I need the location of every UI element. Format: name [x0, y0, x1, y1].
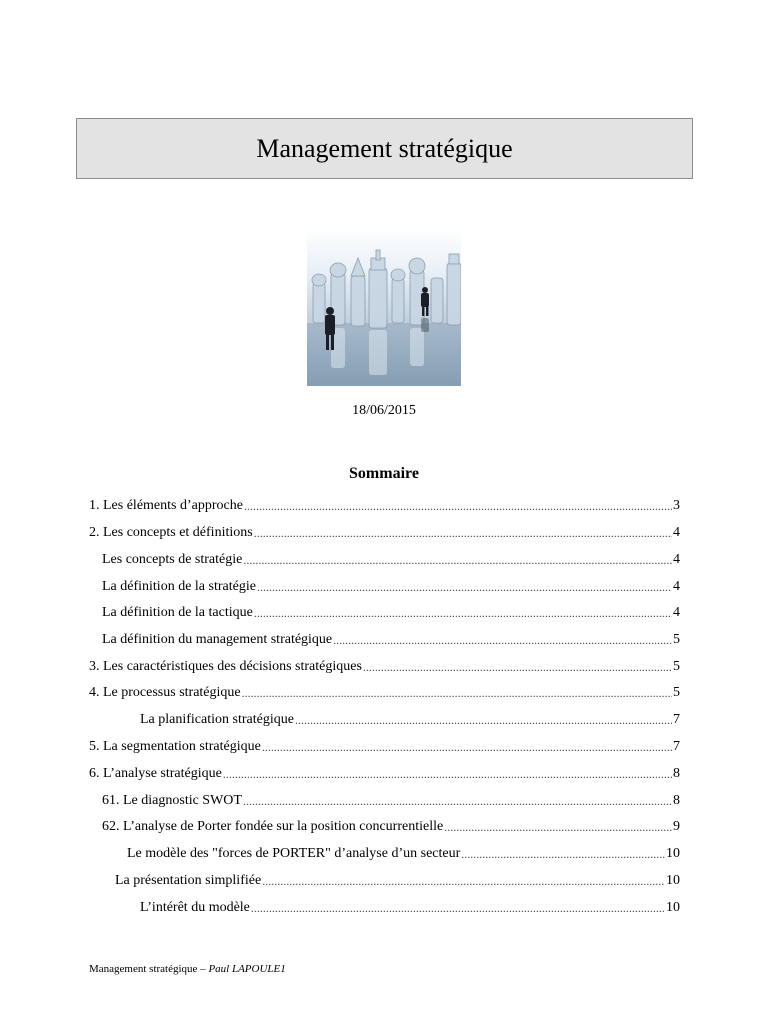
- toc-entry-label: 5. La segmentation stratégique: [89, 739, 261, 754]
- toc-entry[interactable]: [102, 575, 680, 595]
- toc-entry[interactable]: [89, 681, 680, 701]
- toc-entry-label: La planification stratégique: [140, 712, 294, 727]
- toc-entry-label: 3. Les caractéristiques des décisions stratégiques: [89, 659, 362, 674]
- toc-entry-page: 5: [673, 632, 680, 647]
- toc-leader-dots: [254, 606, 672, 621]
- toc-entry[interactable]: [102, 548, 680, 568]
- document-title-box: [76, 118, 693, 179]
- toc-heading: Sommaire: [349, 465, 419, 482]
- toc-entry[interactable]: [102, 628, 680, 648]
- toc-entry[interactable]: [115, 869, 680, 889]
- toc-leader-dots: [461, 847, 665, 862]
- toc-entry-label: Le modèle des "forces de PORTER" d’analyse d’un secteur: [127, 846, 461, 861]
- toc-entry[interactable]: [89, 494, 680, 514]
- toc-entry-page: 4: [673, 605, 680, 620]
- chess-illustration: [307, 228, 461, 386]
- toc-leader-dots: [262, 874, 665, 889]
- toc-entry-page: 5: [673, 685, 680, 700]
- toc-entry-label: 2. Les concepts et définitions: [89, 525, 253, 540]
- toc-leader-dots: [242, 686, 672, 701]
- toc-entry-page: 8: [673, 766, 680, 781]
- toc-entry-label: 62. L’analyse de Porter fondée sur la position concurrentielle: [102, 819, 444, 834]
- toc-entry-page: 4: [673, 579, 680, 594]
- toc-entry[interactable]: [89, 735, 680, 755]
- toc-entry[interactable]: [89, 655, 680, 675]
- toc-leader-dots: [243, 794, 672, 809]
- toc-entry[interactable]: [102, 601, 680, 621]
- toc-entry-label: L’intérêt du modèle: [140, 900, 250, 915]
- toc-entry-page: 8: [673, 793, 680, 808]
- toc-leader-dots: [333, 633, 672, 648]
- toc-entry-label: 4. Le processus stratégique: [89, 685, 241, 700]
- toc-entry-page: 7: [673, 712, 680, 727]
- toc-entry-label: 6. L’analyse stratégique: [89, 766, 222, 781]
- page-footer: [89, 963, 286, 975]
- toc-entry-page: 9: [673, 819, 680, 834]
- footer-title: Management stratégique –: [89, 963, 209, 975]
- footer-author: Paul LAPOULE1: [208, 963, 286, 975]
- toc-leader-dots: [251, 901, 665, 916]
- toc-leader-dots: [257, 580, 672, 595]
- toc-entry-page: 10: [666, 846, 680, 861]
- toc-leader-dots: [244, 499, 672, 514]
- toc-entry-page: 4: [673, 525, 680, 540]
- document-date: 18/06/2015: [352, 403, 416, 418]
- toc-leader-dots: [295, 713, 672, 728]
- toc-entry-label: 61. Le diagnostic SWOT: [102, 793, 242, 808]
- toc-entry-page: 5: [673, 659, 680, 674]
- toc-entry-page: 10: [666, 873, 680, 888]
- toc-entry[interactable]: [102, 789, 680, 809]
- document-title: Management stratégique: [256, 133, 513, 163]
- toc-entry-page: 3: [673, 498, 680, 513]
- toc-entry-label: La définition du management stratégique: [102, 632, 333, 647]
- toc-entry[interactable]: [127, 842, 680, 862]
- chess-pieces-image: [307, 228, 461, 386]
- toc-entry-label: 1. Les éléments d’approche: [89, 498, 243, 513]
- toc-entry[interactable]: [89, 521, 680, 541]
- toc-entry-page: 7: [673, 739, 680, 754]
- toc-leader-dots: [444, 820, 672, 835]
- toc-leader-dots: [262, 740, 672, 755]
- toc-entry-label: La définition de la tactique: [102, 605, 253, 620]
- toc-entry-label: La présentation simplifiée: [115, 873, 262, 888]
- toc-entry[interactable]: [102, 815, 680, 835]
- toc-entry-label: Les concepts de stratégie: [102, 552, 243, 567]
- toc-leader-dots: [363, 660, 672, 675]
- toc-leader-dots: [223, 767, 672, 782]
- toc-entry[interactable]: [140, 708, 680, 728]
- toc-entry-page: 10: [666, 900, 680, 915]
- toc-entry[interactable]: [140, 896, 680, 916]
- toc-leader-dots: [243, 553, 672, 568]
- toc-leader-dots: [254, 526, 672, 541]
- toc-entry-label: La définition de la stratégie: [102, 579, 256, 594]
- toc-entry-page: 4: [673, 552, 680, 567]
- toc-entry[interactable]: [89, 762, 680, 782]
